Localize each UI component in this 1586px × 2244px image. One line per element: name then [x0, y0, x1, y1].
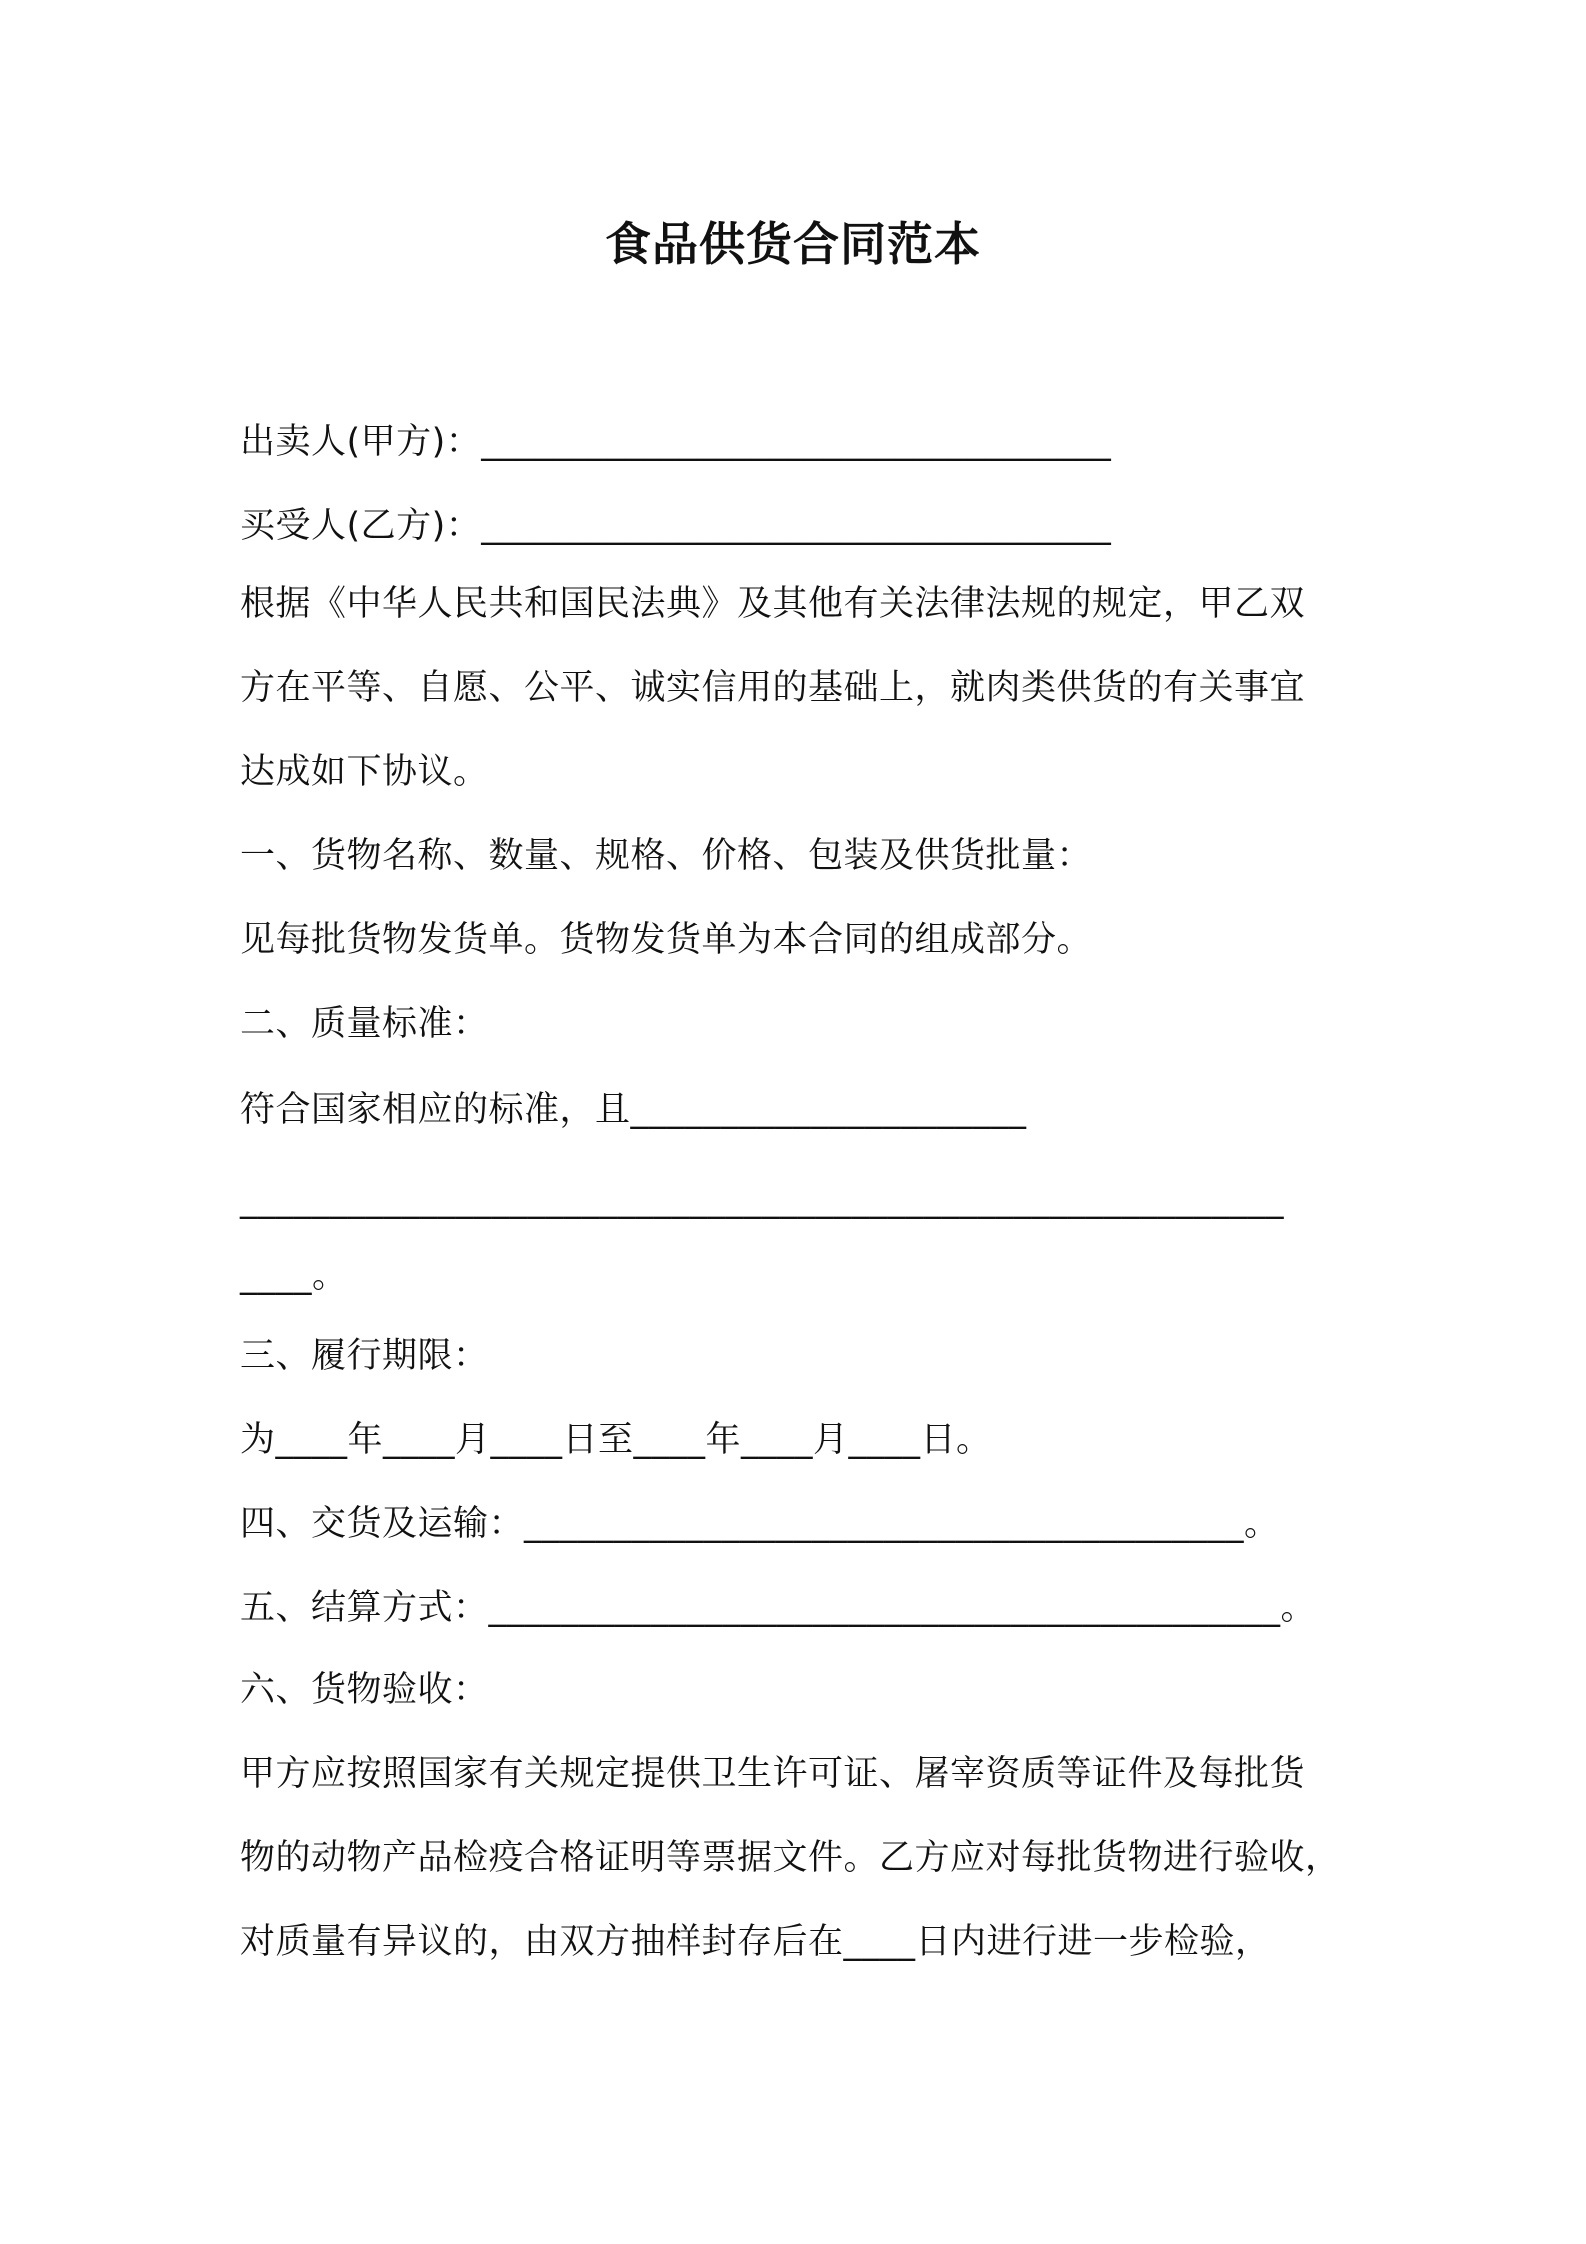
section-3-heading: 三、履行期限：	[240, 1336, 489, 1376]
preamble-line-2: 方在平等、自愿、公平、诚实信用的基础上，就肉类供货的有关事宜	[240, 668, 1306, 708]
preamble-line-3: 达成如下协议。	[240, 752, 489, 792]
buyer-line: 买受人(乙方)：___________________________________	[240, 506, 1112, 546]
section-1-text: 见每批货物发货单。货物发货单为本合同的组成部分。	[240, 920, 1093, 960]
section-4-line: 四、交货及运输：________________________________________。	[240, 1504, 1280, 1544]
section-6-heading: 六、货物验收：	[240, 1670, 489, 1710]
seller-line: 出卖人(甲方)：___________________________________	[240, 422, 1112, 462]
section-6-text-3: 对质量有异议的，由双方抽样封存后在____日内进行进一步检验，	[240, 1922, 1271, 1962]
preamble-line-1: 根据《中华人民共和国民法典》及其他有关法律法规的规定，甲乙双	[240, 584, 1306, 624]
section-2-text-1: 符合国家相应的标准，且______________________	[240, 1090, 1027, 1130]
section-3-text: 为____年____月____日至____年____月____日。	[240, 1420, 992, 1460]
section-1-heading: 一、货物名称、数量、规格、价格、包装及供货批量：	[240, 836, 1093, 876]
document-title: 食品供货合同范本	[605, 217, 981, 271]
section-2-heading: 二、质量标准：	[240, 1004, 489, 1044]
section-6-text-2: 物的动物产品检疫合格证明等票据文件。乙方应对每批货物进行验收，	[240, 1838, 1341, 1878]
section-5-line: 五、结算方式：____________________________________________。	[240, 1588, 1317, 1628]
section-2-text-2: __________________________________________________________	[240, 1180, 1284, 1220]
section-2-text-3: ____。	[240, 1256, 348, 1296]
section-6-text-1: 甲方应按照国家有关规定提供卫生许可证、屠宰资质等证件及每批货	[240, 1754, 1306, 1794]
